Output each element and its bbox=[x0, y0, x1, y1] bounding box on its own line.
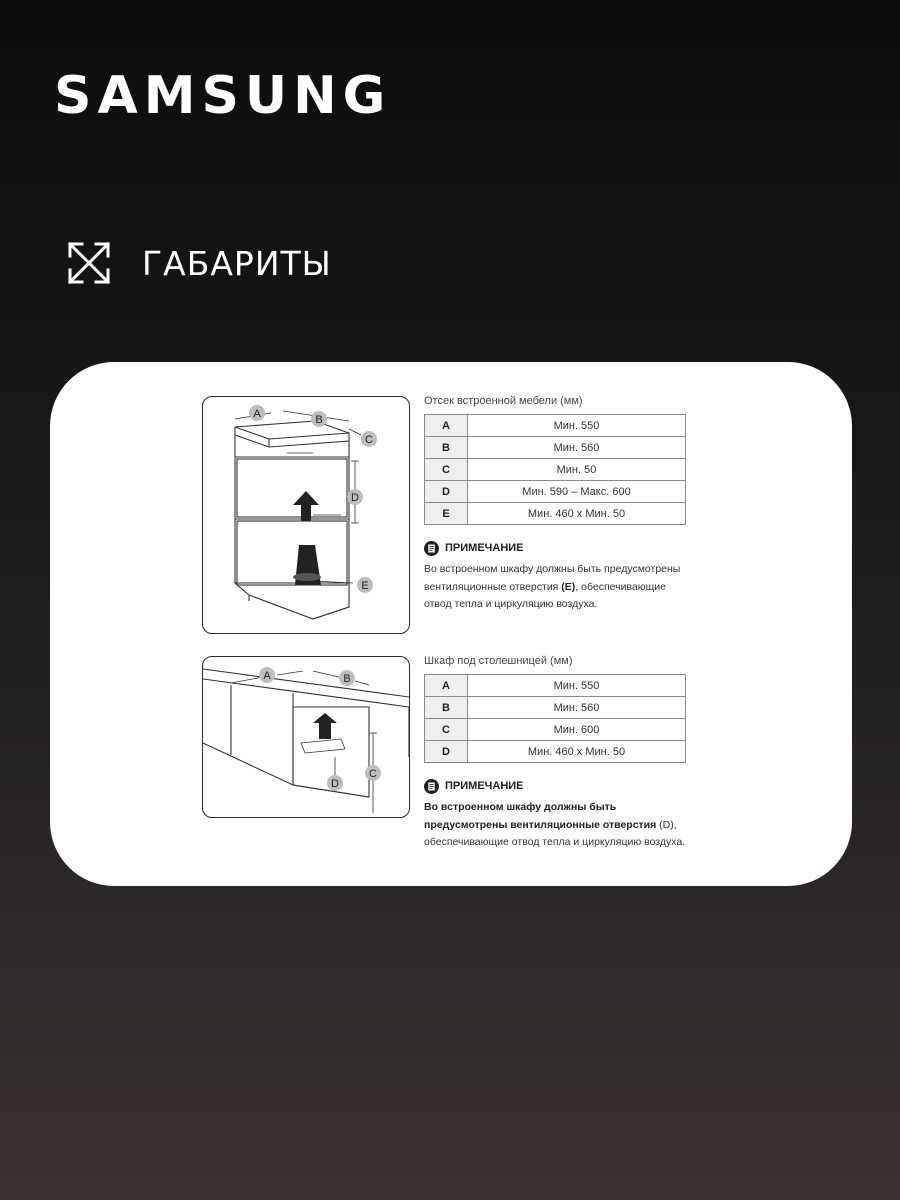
diagram-label-c bbox=[365, 765, 381, 781]
block-title: Отсек встроенной мебели (мм) bbox=[424, 395, 583, 407]
row-key: C bbox=[425, 459, 468, 481]
brand-logo: SAMSUNG bbox=[54, 66, 392, 126]
expand-arrows-icon bbox=[66, 240, 112, 286]
svg-text:B: B bbox=[343, 673, 351, 685]
table-row bbox=[425, 697, 686, 719]
furniture-compartment-block bbox=[424, 394, 686, 614]
svg-text:A: A bbox=[253, 408, 261, 420]
diagram-label-e bbox=[357, 577, 373, 593]
svg-text:C: C bbox=[365, 434, 373, 446]
section-header bbox=[66, 238, 466, 288]
diagram-label-b bbox=[311, 411, 327, 427]
diagram-label-b bbox=[339, 670, 355, 686]
diagram-label-a bbox=[259, 667, 275, 683]
row-key: A bbox=[425, 675, 468, 697]
row-key: B bbox=[425, 697, 468, 719]
svg-text:D: D bbox=[331, 778, 339, 790]
note-heading-label: ПРИМЕЧАНИЕ bbox=[445, 542, 524, 554]
under-counter-diagram bbox=[202, 656, 410, 818]
dimensions-table bbox=[424, 414, 686, 525]
dimensions-card bbox=[50, 362, 852, 886]
diagram-label-c bbox=[361, 431, 377, 447]
under-counter-block bbox=[424, 654, 686, 852]
svg-text:D: D bbox=[351, 492, 359, 504]
note-heading bbox=[424, 539, 686, 557]
diagram-label-d bbox=[327, 775, 343, 791]
row-key: D bbox=[425, 481, 468, 503]
section-title: ГАБАРИТЫ bbox=[142, 244, 332, 283]
diagram-label-a bbox=[249, 405, 265, 421]
row-value: Мин. 590 – Макс. 600 bbox=[468, 481, 686, 503]
cabinet-diagram bbox=[202, 396, 410, 634]
note-heading-label: ПРИМЕЧАНИЕ bbox=[445, 780, 524, 792]
svg-text:C: C bbox=[369, 768, 377, 780]
row-value: Мин. 560 bbox=[468, 697, 686, 719]
note-icon bbox=[424, 779, 439, 794]
row-value: Мин. 460 x Мин. 50 bbox=[468, 741, 686, 763]
row-key: C bbox=[425, 719, 468, 741]
row-key: D bbox=[425, 741, 468, 763]
note-heading bbox=[424, 777, 686, 795]
table-row bbox=[425, 415, 686, 437]
diagram-label-d bbox=[347, 489, 363, 505]
note-text: Во встроенном шкафу должны быть предусмотрены вентиляционные отверстия (D), обеспечивающие отвод тепла и циркуляцию воздуха. bbox=[424, 801, 686, 848]
row-key: A bbox=[425, 415, 468, 437]
table-row bbox=[425, 741, 686, 763]
dimensions-table bbox=[424, 674, 686, 763]
row-value: Мин. 550 bbox=[468, 415, 686, 437]
row-value: Мин. 600 bbox=[468, 719, 686, 741]
block-title: Шкаф под столешницей (мм) bbox=[424, 655, 573, 667]
row-key: B bbox=[425, 437, 468, 459]
svg-text:E: E bbox=[361, 580, 369, 592]
table-row bbox=[425, 459, 686, 481]
table-row bbox=[425, 503, 686, 525]
svg-text:B: B bbox=[315, 414, 323, 426]
table-row bbox=[425, 675, 686, 697]
table-row bbox=[425, 437, 686, 459]
row-key: E bbox=[425, 503, 468, 525]
table-row bbox=[425, 719, 686, 741]
note-text: Во встроенном шкафу должны быть предусмотрены вентиляционные отверстия (E), обеспечивающие отвод тепла и циркуляцию воздуха. bbox=[424, 563, 681, 610]
row-value: Мин. 550 bbox=[468, 675, 686, 697]
note-icon bbox=[424, 541, 439, 556]
row-value: Мин. 50 bbox=[468, 459, 686, 481]
row-value: Мин. 560 bbox=[468, 437, 686, 459]
table-row bbox=[425, 481, 686, 503]
row-value: Мин. 460 x Мин. 50 bbox=[468, 503, 686, 525]
svg-text:A: A bbox=[263, 670, 271, 682]
